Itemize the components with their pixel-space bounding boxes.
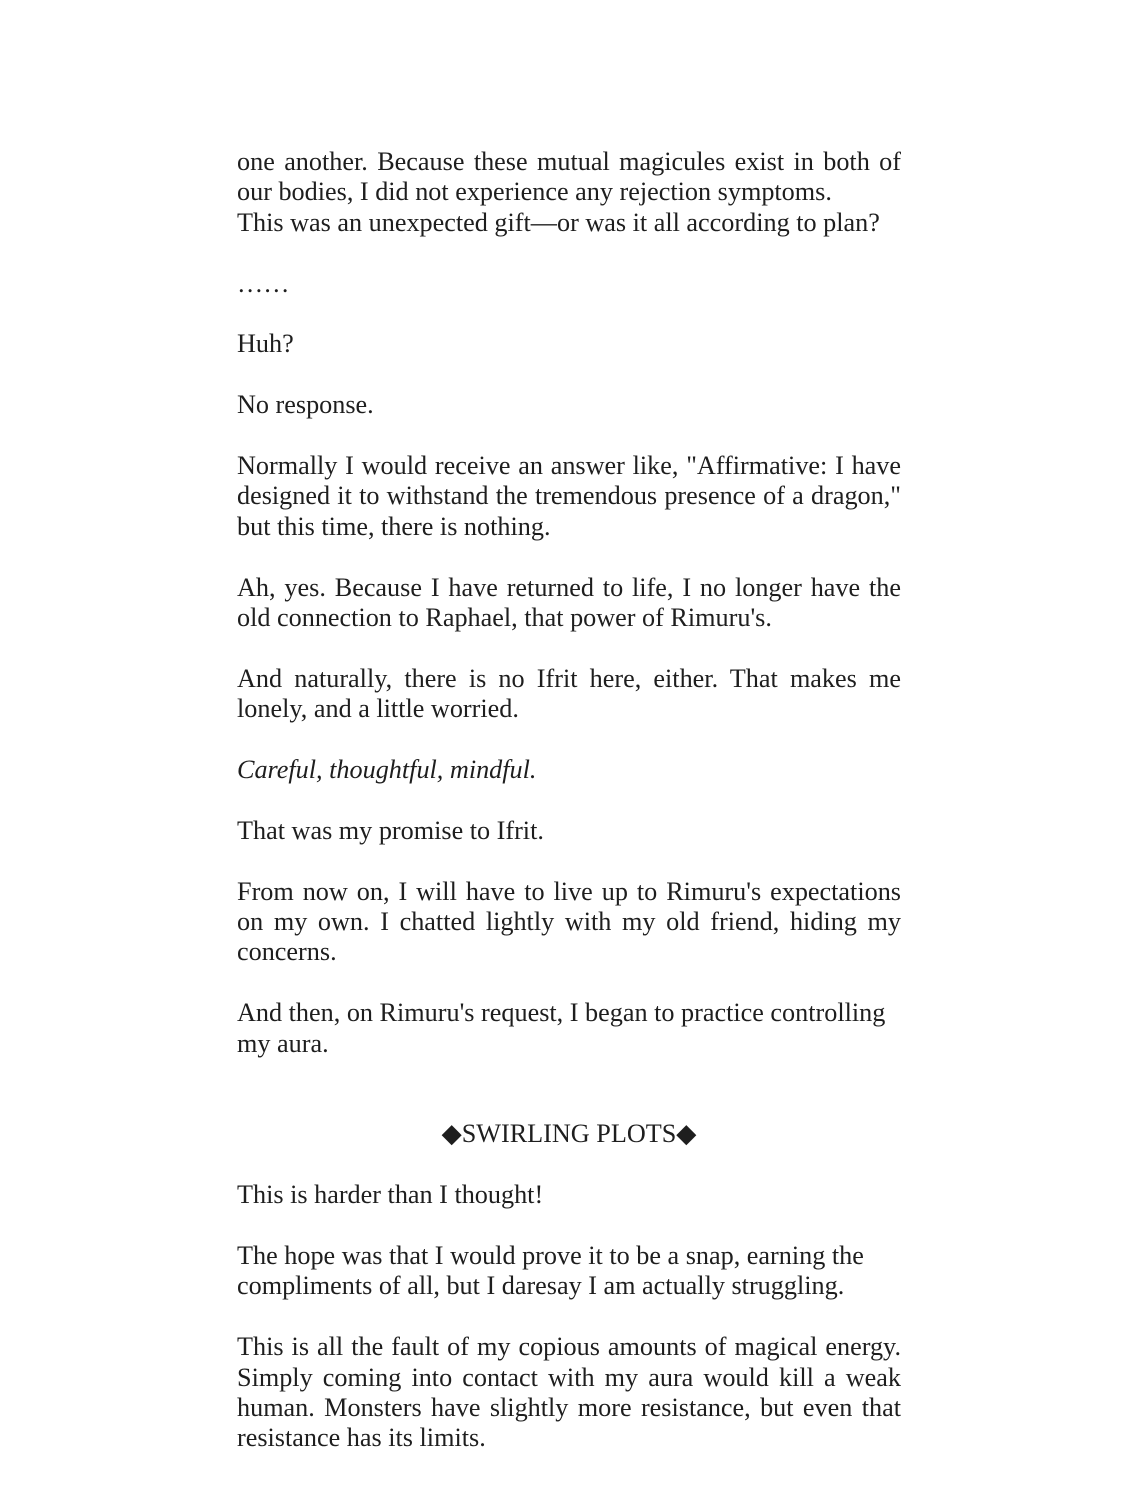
paragraph: And naturally, there is no Ifrit here, either. That makes me lonely, and a little worried. (237, 663, 901, 724)
book-page (237, 147, 901, 1454)
section-heading: ◆SWIRLING PLOTS◆ (441, 1119, 697, 1149)
paragraph: This is harder than I thought! (237, 1180, 544, 1210)
paragraph: Huh? (237, 329, 294, 359)
paragraph: From now on, I will have to live up to Rimuru's expectations on my own. I chatted lightly with my old friend, hiding my concerns. (237, 876, 901, 967)
ellipsis-paragraph: …… (237, 268, 290, 298)
paragraph: That was my promise to Ifrit. (237, 815, 544, 845)
paragraph (237, 147, 901, 238)
paragraph: No response. (237, 390, 374, 420)
italic-paragraph: Careful, thoughtful, mindful. (237, 755, 537, 785)
section-spacer (237, 1089, 901, 1119)
paragraph-line: one another. Because these mutual magicules exist in both of our bodies, I did not experience any rejection symptoms. (237, 147, 901, 207)
paragraph: This is all the fault of my copious amounts of magical energy. Simply coming into contact with my aura would kill a weak human. Monsters have slightly more resistance, but even that resistance has its limits. (237, 1332, 901, 1453)
paragraph: Normally I would receive an answer like, "Affirmative: I have designed it to withstand the tremendous presence of a dragon," but this time, there is nothing. (237, 451, 901, 541)
paragraph: The hope was that I would prove it to be a snap, earning the compliments of all, but I daresay I am actually struggling. (237, 1241, 864, 1301)
paragraph-line: This was an unexpected gift—or was it all according to plan? (237, 207, 880, 237)
paragraph: And then, on Rimuru's request, I began to practice controlling my aura. (237, 998, 886, 1058)
paragraph: Ah, yes. Because I have returned to life, I no longer have the old connection to Raphael, that power of Rimuru's. (237, 572, 901, 633)
